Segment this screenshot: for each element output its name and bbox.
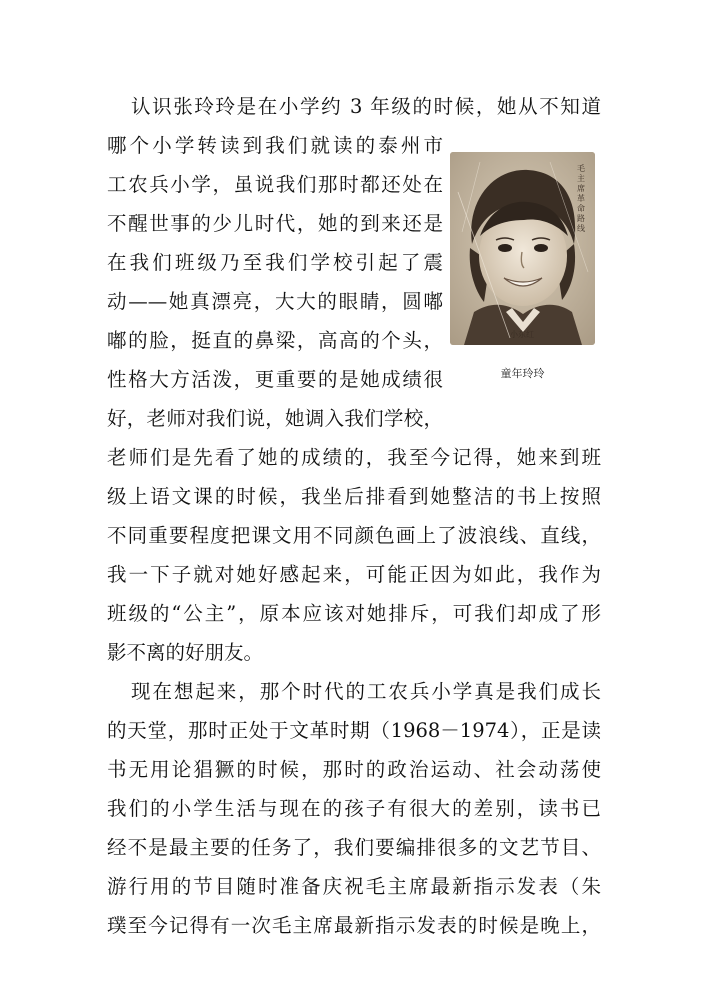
paragraph-2-line-3: 书无用论猖獗的时候，那时的政治运动、社会动荡使 <box>107 758 601 781</box>
photo-signature: 小东红 <box>510 330 534 339</box>
paragraph-1-line-6: 动——她真漂亮，大大的眼睛，圆嘟 <box>107 290 443 313</box>
paragraph-1-line-5: 在我们班级乃至我们学校引起了震 <box>107 251 443 274</box>
paragraph-1-line-13: 我一下子就对她好感起来，可能正因为如此，我作为 <box>107 563 601 586</box>
paragraph-1-line-4: 不醒世事的少儿时代，她的到来还是 <box>107 212 443 235</box>
paragraph-1-line-1: 认识张玲玲是在小学约 3 年级的时候，她从不知道 <box>131 95 601 118</box>
paragraph-1-line-2: 哪个小学转读到我们就读的泰州市 <box>107 134 443 157</box>
paragraph-1-line-12: 不同重要程度把课文用不同颜色画上了波浪线、直线， <box>107 524 601 547</box>
portrait-image <box>450 152 595 345</box>
paragraph-1-line-15: 影不离的好朋友。 <box>107 641 264 664</box>
paragraph-2-line-7: 璞至今记得有一次毛主席最新指示发表的时候是晚上， <box>107 914 601 937</box>
paragraph-1-line-10: 老师们是先看了她的成绩的，我至今记得，她来到班 <box>107 446 601 469</box>
paragraph-2-line-5: 经不是最主要的任务了，我们要编排很多的文艺节目、 <box>107 836 601 859</box>
paragraph-2-line-1: 现在想起来，那个时代的工农兵小学真是我们成长 <box>131 680 601 703</box>
childhood-photo <box>450 152 595 345</box>
paragraph-1-line-9: 好，老师对我们说，她调入我们学校， <box>107 407 443 430</box>
paragraph-1-line-14: 班级的“公主”，原本应该对她排斥，可我们却成了形 <box>107 602 601 625</box>
paragraph-1-line-8: 性格大方活泼，更重要的是她成绩很 <box>107 368 443 391</box>
paragraph-2-line-4: 我们的小学生活与现在的孩子有很大的差别，读书已 <box>107 797 601 820</box>
photo-caption: 童年玲玲 <box>500 367 545 380</box>
photo-inscription: 毛主席革命路线 <box>577 164 585 233</box>
paragraph-2-line-6: 游行用的节目随时准备庆祝毛主席最新指示发表（朱 <box>107 875 601 898</box>
paragraph-1-line-3: 工农兵小学，虽说我们那时都还处在 <box>107 173 443 196</box>
paragraph-1-line-11: 级上语文课的时候，我坐后排看到她整洁的书上按照 <box>107 485 601 508</box>
paragraph-2-line-2: 的天堂，那时正处于文革时期（1968－1974），正是读 <box>107 719 601 742</box>
paragraph-1-line-7: 嘟的脸，挺直的鼻梁，高高的个头， <box>107 329 443 352</box>
